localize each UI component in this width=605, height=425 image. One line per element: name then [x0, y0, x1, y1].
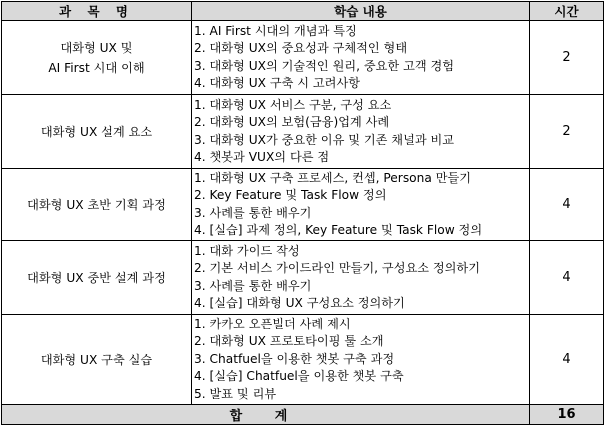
table-row: [2, 315, 604, 405]
content-item: 4. 대화형 UX 구축 시 고려사항: [194, 75, 360, 90]
course-hours: 4: [530, 315, 604, 405]
course-name-line: 대화형 UX 설계 요소: [40, 124, 153, 139]
content-item: 1. 대화형 UX 서비스 구분, 구성 요소: [194, 97, 392, 112]
course-name-line: 대화형 UX 구축 실습: [40, 352, 153, 367]
content-item: 3. 대화형 UX의 기술적인 원리, 중요한 고객 경험: [194, 58, 455, 73]
content-item: 3. 대화형 UX가 중요한 이유 및 기존 채널과 비교: [194, 132, 455, 147]
table-row: [2, 169, 604, 241]
course-hours: 4: [530, 241, 604, 315]
content-item: 1. 대화형 UX 구축 프로세스, 컨셉, Persona 만들기: [194, 170, 472, 185]
learning-content: [192, 95, 530, 169]
header-hours: 시간: [530, 2, 604, 21]
course-name: [2, 21, 192, 95]
header-course: 과 목 명: [2, 2, 192, 21]
content-item: 2. 대화형 UX의 보험(금융)업계 사례: [194, 115, 390, 130]
content-item: 3. 사례를 통한 배우기: [194, 205, 312, 220]
learning-content: [192, 21, 530, 95]
table-row: [2, 241, 604, 315]
learning-content: [192, 241, 530, 315]
content-item: 2. 대화형 UX의 중요성과 구체적인 형태: [194, 41, 408, 56]
course-name: [2, 241, 192, 315]
table-row: [2, 95, 604, 169]
total-hours: 16: [530, 405, 604, 425]
total-row: [2, 405, 604, 425]
content-item: 4. [실습] Chatfuel을 이용한 챗봇 구축: [194, 369, 404, 384]
course-name: [2, 315, 192, 405]
header-content: 학습 내용: [192, 2, 530, 21]
content-item: 2. Key Feature 및 Task Flow 정의: [194, 188, 387, 203]
course-name: [2, 95, 192, 169]
content-item: 1. 카카오 오픈빌더 사례 제시: [194, 317, 351, 332]
header-row: [2, 2, 604, 21]
course-name-line: 대화형 UX 및: [60, 40, 133, 55]
course-name-line: AI First 시대 이해: [48, 60, 145, 75]
table-row: [2, 21, 604, 95]
course-name-line: 대화형 UX 중반 설계 과정: [27, 270, 166, 285]
content-item: 2. 대화형 UX 프로토타이핑 툴 소개: [194, 334, 384, 349]
content-item: 4. [실습] 과제 정의, Key Feature 및 Task Flow 정의: [194, 222, 483, 237]
course-hours: 2: [530, 95, 604, 169]
course-hours: 2: [530, 21, 604, 95]
course-name: [2, 169, 192, 241]
content-item: 4. [실습] 대화형 UX 구성요소 정의하기: [194, 295, 405, 310]
total-label: 합 계: [2, 405, 530, 425]
content-item: 4. 챗봇과 VUX의 다른 점: [194, 149, 330, 164]
learning-content: [192, 315, 530, 405]
content-item: 3. Chatfuel을 이용한 챗봇 구축 과정: [194, 351, 395, 366]
content-item: 2. 기본 서비스 가이드라인 만들기, 구성요소 정의하기: [194, 261, 480, 276]
learning-content: [192, 169, 530, 241]
content-item: 5. 발표 및 리뷰: [194, 386, 277, 401]
course-name-line: 대화형 UX 초반 기획 과정: [27, 197, 166, 212]
course-hours: 4: [530, 169, 604, 241]
content-item: 1. AI First 시대의 개념과 특징: [194, 23, 357, 38]
content-item: 3. 사례를 통한 배우기: [194, 278, 312, 293]
content-item: 1. 대화 가이드 작성: [194, 243, 300, 258]
curriculum-table: [1, 1, 604, 425]
